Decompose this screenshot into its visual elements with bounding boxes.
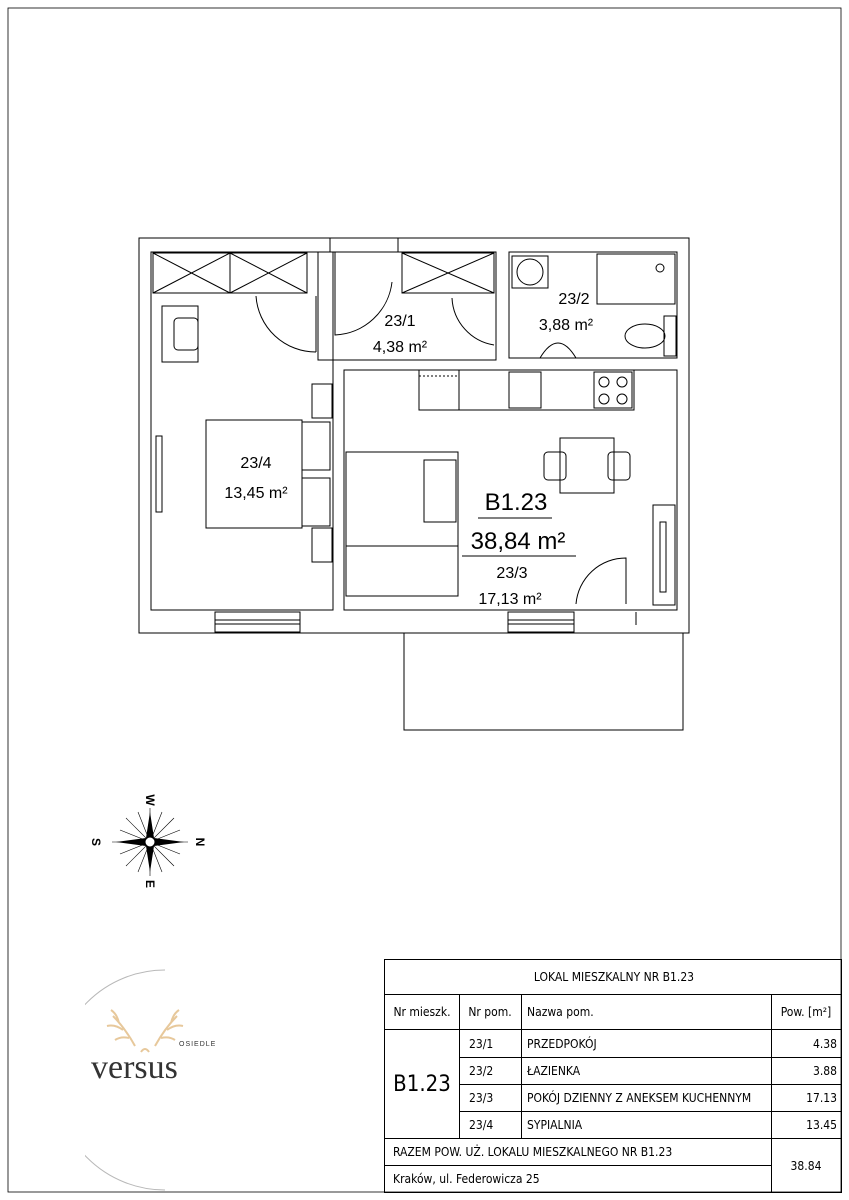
room-area-23-3: 17,13 m² <box>478 591 542 608</box>
tv-table <box>424 460 456 522</box>
door-bedroom <box>256 296 316 352</box>
room-area-23-4: 13,45 m² <box>224 485 288 502</box>
address: Kraków, ul. Federowicza 25 <box>393 1172 540 1186</box>
apartment-area: 38,84 m² <box>470 528 566 555</box>
row-2-area: 3.88 <box>812 1063 837 1078</box>
sofa <box>346 452 458 596</box>
total-value: 38.84 <box>790 1158 822 1173</box>
balcony-outline <box>404 633 683 730</box>
window-living <box>508 612 574 632</box>
shower <box>597 254 675 304</box>
kitchen-sink <box>509 372 541 408</box>
row-1-nr: 23/1 <box>469 1036 494 1051</box>
row-3-area: 17.13 <box>806 1090 837 1105</box>
room-number-23-4: 23/4 <box>240 455 272 472</box>
compass-rose-icon <box>89 794 207 888</box>
room-area-23-2: 3,88 m² <box>538 317 594 334</box>
bathroom-outline <box>509 252 677 358</box>
row-2-nr: 23/2 <box>469 1063 494 1078</box>
cooktop <box>594 372 632 408</box>
dining-table <box>560 438 614 493</box>
header-area: Pow. [m²] <box>780 1005 832 1019</box>
versus-logo <box>85 968 275 1193</box>
row-4-nr: 23/4 <box>469 1117 494 1132</box>
row-3-nr: 23/3 <box>469 1090 494 1105</box>
toilet <box>625 324 665 348</box>
apartment-number: B1.23 <box>484 489 548 516</box>
nightstand-bottom <box>302 478 330 526</box>
logo-big-text: versus <box>91 1049 178 1086</box>
room-area-23-1: 4,38 m² <box>372 339 428 356</box>
nightstand-top <box>302 422 330 470</box>
logo-small-text: OSIEDLE <box>179 1041 217 1048</box>
compass-n: N <box>193 837 207 847</box>
antlers-icon <box>107 1010 183 1052</box>
bed <box>206 420 302 528</box>
room-number-23-1: 23/1 <box>384 313 416 330</box>
row-4-name: SYPIALNIA <box>527 1117 583 1132</box>
radiator-bedroom <box>156 436 162 512</box>
total-label: RAZEM POW. UŻ. LOKALU MIESZKALNEGO NR B1.23 <box>393 1145 673 1159</box>
compass-s: S <box>89 837 103 847</box>
room-schedule-table <box>384 959 842 1193</box>
desk <box>162 306 198 362</box>
desk-chair <box>174 318 198 350</box>
door-hall <box>452 298 494 345</box>
row-1-area: 4.38 <box>812 1036 837 1051</box>
table-title: LOKAL MIESZKALNY NR B1.23 <box>533 970 695 984</box>
door-balcony <box>576 558 626 604</box>
chair-left <box>544 452 566 480</box>
row-2-name: ŁAZIENKA <box>527 1063 581 1078</box>
outer-wall <box>139 238 689 633</box>
window-bedroom <box>215 612 300 632</box>
apartment-no-cell: B1.23 <box>393 1071 451 1097</box>
bathroom-sink <box>540 343 576 358</box>
compass-w: W <box>143 794 157 806</box>
room-number-23-3: 23/3 <box>496 565 528 582</box>
wardrobe-living <box>653 505 675 605</box>
row-1-name: PRZEDPOKÓJ <box>527 1036 597 1051</box>
row-3-name: POKÓJ DZIENNY Z ANEKSEM KUCHENNYM <box>527 1090 752 1105</box>
chair-right <box>608 452 630 480</box>
header-room-name: Nazwa pom. <box>527 1005 594 1019</box>
header-apartment-no: Nr mieszk. <box>393 1005 451 1019</box>
compass-e: E <box>143 879 157 889</box>
header-room-no: Nr pom. <box>468 1005 512 1019</box>
row-4-area: 13.45 <box>806 1117 837 1132</box>
room-number-23-2: 23/2 <box>558 291 590 308</box>
